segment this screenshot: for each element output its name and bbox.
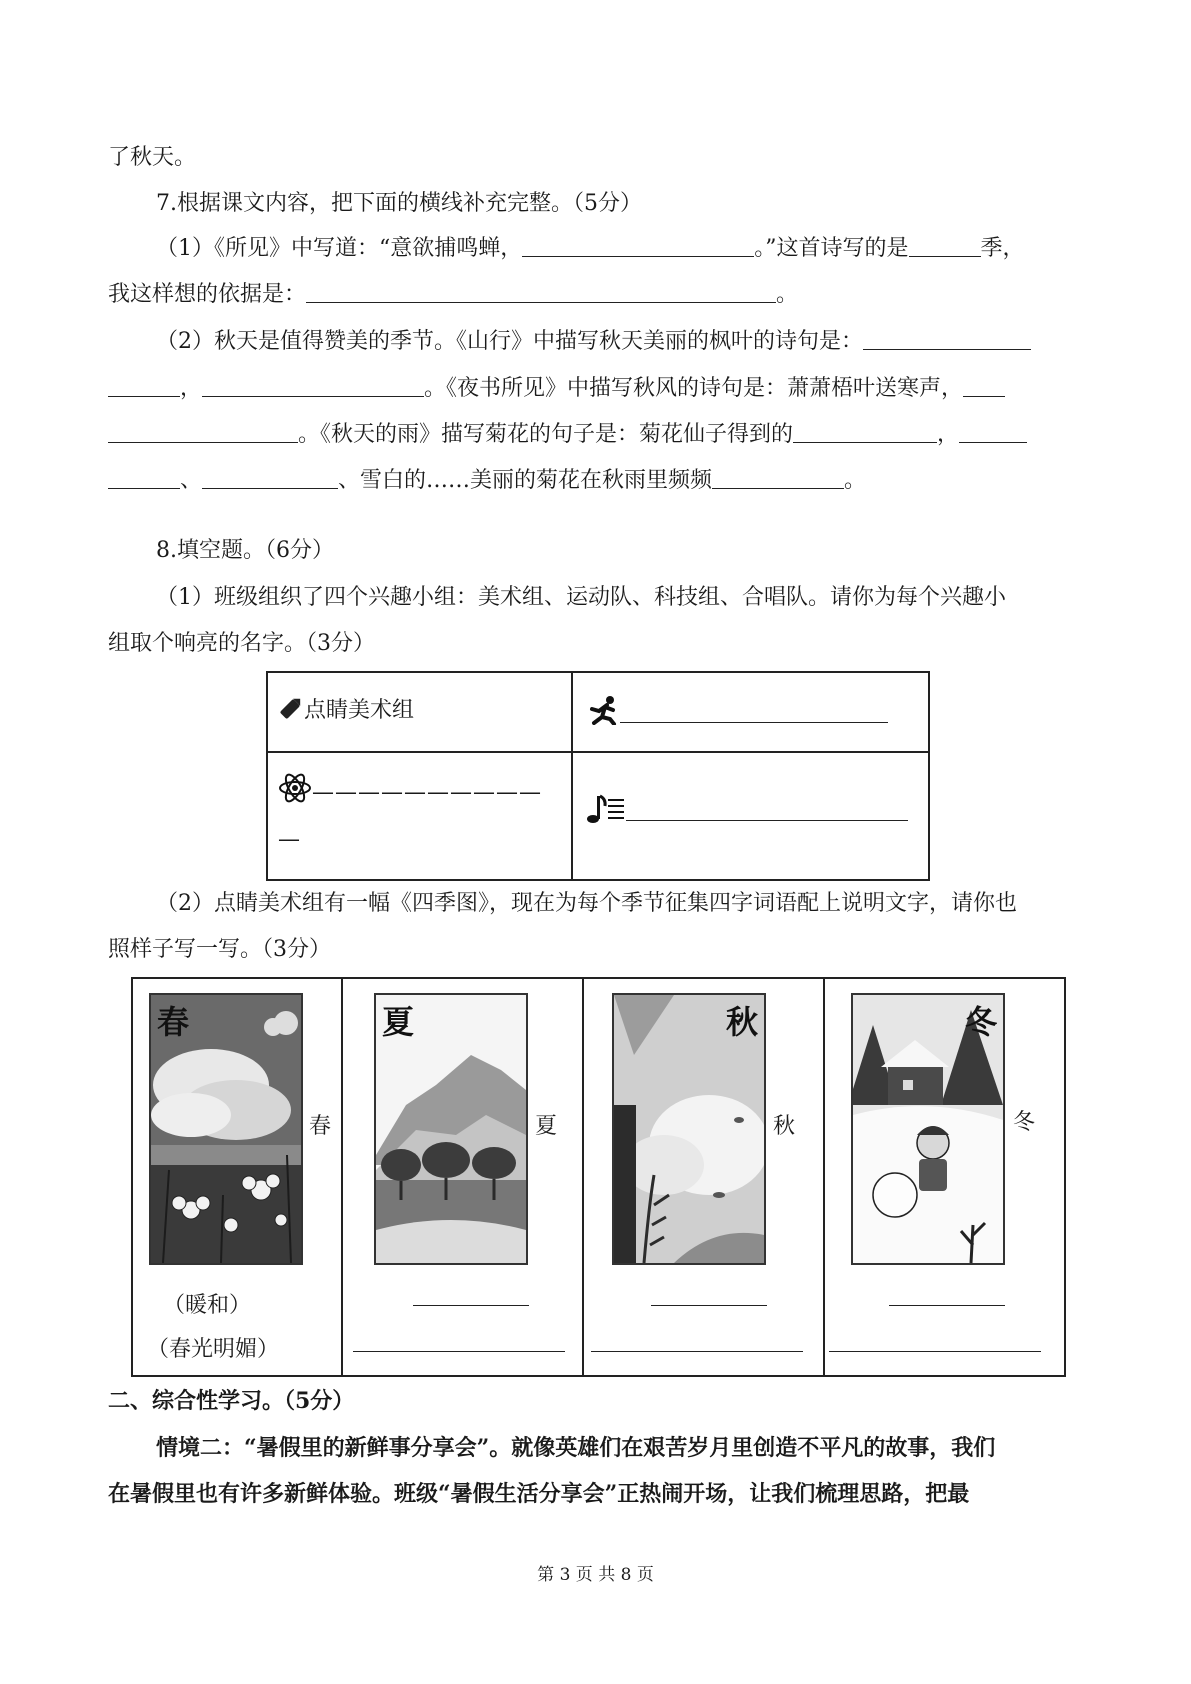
- summer-title: 夏: [382, 1003, 415, 1041]
- answer-blank[interactable]: [863, 325, 1031, 350]
- text: 。”这首诗写的是: [754, 236, 909, 261]
- summer-caption-char: 夏: [535, 1114, 558, 1139]
- sports-group-blank[interactable]: [620, 698, 888, 723]
- sports-group-cell: [586, 695, 888, 734]
- table-divider: [823, 979, 825, 1375]
- table-divider: [582, 979, 584, 1375]
- question-8-1: [156, 582, 1006, 614]
- text: 7.根据课文内容，把下面的横线补充完整。（5分）: [156, 191, 642, 216]
- answer-blank[interactable]: [202, 464, 338, 489]
- autumn-title: 秋: [726, 1003, 759, 1041]
- answer-blank[interactable]: [909, 232, 981, 257]
- text: 8.填空题。（6分）: [156, 538, 334, 563]
- autumn-caption-char: 秋: [773, 1114, 796, 1139]
- autumn-word-blank[interactable]: [651, 1281, 767, 1306]
- spring-picture: [149, 993, 303, 1265]
- winter-word-blank[interactable]: [889, 1281, 1005, 1306]
- text-line: [108, 142, 196, 174]
- question-7-2-cont1: [108, 372, 1005, 405]
- section-2-title: [108, 1385, 354, 1417]
- answer-blank[interactable]: [202, 372, 424, 397]
- question-8-2: [156, 888, 1017, 920]
- spring-word-2: （春光明媚）: [147, 1337, 280, 1362]
- answer-blank[interactable]: [522, 232, 754, 257]
- context-2-line-2: [108, 1478, 969, 1510]
- music-icon: [586, 793, 626, 834]
- art-group-cell: [278, 695, 414, 730]
- context-2-line-1: [156, 1432, 995, 1464]
- runner-icon: [586, 695, 620, 734]
- text: 。《秋天的雨》描写菊花的句子是：菊花仙子得到的: [298, 422, 794, 447]
- winter-phrase-blank[interactable]: [829, 1327, 1041, 1352]
- text: 了秋天。: [108, 145, 197, 170]
- question-8-1-cont: [108, 628, 375, 660]
- text: 我这样想的依据是：: [108, 282, 307, 307]
- text: （1）班级组织了四个兴趣小组：美术组、运动队、科技组、合唱队。请你为每个兴趣小: [156, 585, 1006, 610]
- four-seasons-table: [131, 977, 1066, 1377]
- question-7-2-cont2: [108, 418, 1027, 451]
- question-8-2-cont: [108, 934, 331, 966]
- group-name-table: [266, 671, 930, 881]
- autumn-phrase-blank[interactable]: [591, 1327, 803, 1352]
- answer-blank[interactable]: [793, 418, 937, 443]
- question-7-2: [156, 325, 1031, 358]
- text: 。: [844, 468, 867, 493]
- science-group-cell-cont: [278, 825, 301, 855]
- summer-word-blank[interactable]: [413, 1281, 529, 1306]
- answer-blank[interactable]: [108, 418, 298, 443]
- spring-title: 春: [157, 1003, 190, 1041]
- text: （1）《所见》中写道：“意欲捕鸣蝉，: [156, 236, 523, 261]
- art-group-name: 点睛美术组: [304, 698, 415, 723]
- text: 季，: [980, 236, 1025, 261]
- text: 。《夜书所见》中描写秋风的诗句是：萧萧梧叶送寒声，: [424, 376, 964, 401]
- table-divider: [341, 979, 343, 1375]
- science-group-blank[interactable]: ——————————: [312, 780, 542, 805]
- atom-icon: [278, 771, 312, 814]
- autumn-picture: [612, 993, 766, 1265]
- question-7: [156, 188, 642, 220]
- spring-caption-char: 春: [309, 1114, 332, 1139]
- summer-phrase-blank[interactable]: [353, 1327, 565, 1352]
- table-divider: [268, 751, 928, 753]
- answer-blank[interactable]: [306, 278, 776, 303]
- page-footer: 第 3 页 共 8 页: [537, 1565, 654, 1585]
- text: 二、综合性学习。（5分）: [108, 1388, 355, 1414]
- text: 、雪白的……美丽的菊花在秋雨里频频: [338, 468, 713, 493]
- question-7-1-cont: [108, 278, 798, 311]
- answer-blank[interactable]: [108, 464, 180, 489]
- question-8: [156, 535, 334, 567]
- winter-picture: [851, 993, 1005, 1265]
- choir-group-cell: [586, 793, 908, 834]
- table-divider: [571, 673, 573, 879]
- text: 组取个响亮的名字。（3分）: [108, 631, 375, 656]
- winter-caption-char: 冬: [1013, 1110, 1036, 1135]
- choir-group-blank[interactable]: [626, 796, 908, 821]
- text: 在暑假里也有许多新鲜体验。班级“暑假生活分享会”正热闹开场，让我们梳理思路，把最: [108, 1481, 970, 1507]
- text: 。: [776, 282, 799, 307]
- summer-picture: [374, 993, 528, 1265]
- text: ，: [937, 422, 960, 447]
- text: （2）秋天是值得赞美的季节。《山行》中描写秋天美丽的枫叶的诗句是：: [156, 329, 863, 354]
- answer-blank[interactable]: [963, 372, 1005, 397]
- spring-word-1: （暖和）: [163, 1293, 252, 1318]
- answer-blank[interactable]: [108, 372, 180, 397]
- question-7-2-cont3: [108, 464, 866, 497]
- pencil-icon: [278, 695, 304, 730]
- answer-blank[interactable]: [959, 418, 1027, 443]
- text: ，: [180, 376, 203, 401]
- question-7-1: [156, 232, 1025, 265]
- science-group-blank[interactable]: —: [278, 827, 301, 852]
- text: 情境二：“暑假里的新鲜事分享会”。就像英雄们在艰苦岁月里创造不平凡的故事，我们: [156, 1435, 996, 1461]
- text: 、: [180, 468, 203, 493]
- text: 照样子写一写。（3分）: [108, 937, 331, 962]
- text: （2）点睛美术组有一幅《四季图》，现在为每个季节征集四字词语配上说明文字，请你也: [156, 891, 1018, 916]
- answer-blank[interactable]: [712, 464, 844, 489]
- science-group-cell: [278, 771, 542, 814]
- winter-title: 冬: [965, 1003, 998, 1041]
